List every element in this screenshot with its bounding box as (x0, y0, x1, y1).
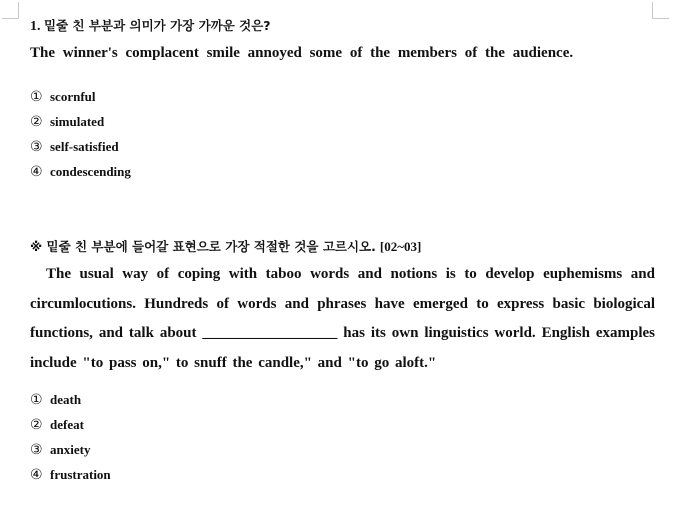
option-text: frustration (50, 467, 111, 482)
option-number: ③ (30, 442, 43, 458)
question-1 (30, 16, 660, 187)
question-2-instruction: ※ 밑줄 친 부분에 들어갈 표현으로 가장 적절한 것을 고르시오. (30, 239, 376, 254)
option-text: scornful (50, 89, 96, 104)
question-1-title (30, 16, 660, 37)
question-1-number: 1. (30, 19, 41, 34)
option-1[interactable] (30, 87, 660, 112)
question-1-sentence: The winner's complacent smile annoyed some of the members of the audience. (30, 45, 574, 61)
option-number: ① (30, 89, 43, 105)
option-text: defeat (50, 417, 84, 432)
option-text: death (50, 392, 82, 407)
option-text: simulated (50, 114, 105, 129)
option-text: condescending (50, 164, 131, 179)
question-2-options (30, 390, 655, 490)
question-1-options (30, 87, 660, 187)
page-corner-mark-left (2, 2, 19, 19)
option-2[interactable] (30, 112, 660, 137)
option-number: ② (30, 114, 43, 130)
option-2[interactable] (30, 415, 655, 440)
question-1-prompt: 밑줄 친 부분과 의미가 가장 가까운 것은? (44, 18, 271, 33)
question-2 (30, 238, 655, 490)
question-2-instruction-line (30, 238, 655, 256)
option-3[interactable] (30, 137, 660, 162)
option-3[interactable] (30, 440, 655, 465)
option-1[interactable] (30, 390, 655, 415)
option-text: self-satisfied (50, 139, 119, 154)
option-number: ① (30, 392, 43, 408)
option-text: anxiety (50, 442, 91, 457)
option-number: ② (30, 417, 43, 433)
option-number: ④ (30, 467, 43, 483)
option-number: ③ (30, 139, 43, 155)
option-4[interactable] (30, 162, 660, 187)
option-4[interactable] (30, 465, 655, 490)
option-number: ④ (30, 164, 43, 180)
reading-passage: The usual way of coping with taboo words and notions is to develop euphemisms and circumlocutions. Hundreds of words and phrases have emerged to express basic biological functions, and talk about __________________ has its own linguistics world. English examples include "to pass on," to snuff the candle," and "to go aloft." (30, 266, 655, 371)
question-range: [02~03] (379, 239, 422, 254)
